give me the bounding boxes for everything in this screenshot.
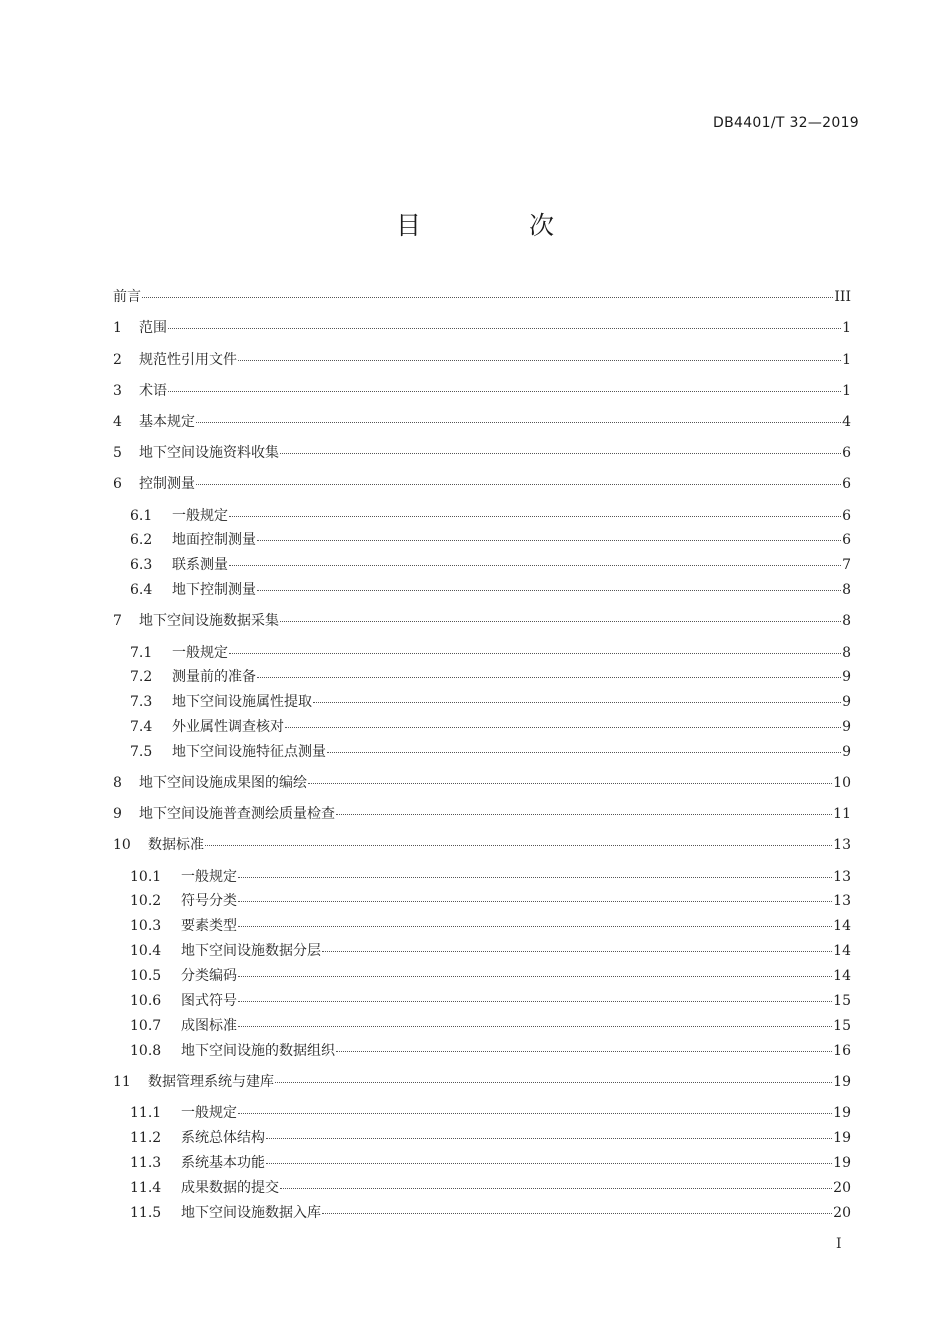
toc-entry-number: 9 [113,806,122,822]
toc-leader [280,452,841,454]
toc-entry-label: 地下空间设施属性提取 [172,694,312,710]
toc-leader [285,726,841,728]
toc-entry-page: 13 [833,893,851,909]
toc-entry-page: 4 [842,414,851,430]
toc-subentry[interactable] [130,1203,851,1223]
toc-subentry[interactable] [130,1103,851,1123]
toc-leader [238,1000,832,1002]
toc-leader [168,327,841,329]
toc-entry-number: 10.4 [130,943,162,959]
toc-subentry[interactable] [130,667,851,687]
toc-subentry[interactable] [130,991,851,1011]
toc-entry-number: 11.3 [130,1155,162,1171]
toc-entry-label: 图式符号 [181,993,237,1009]
toc-entry[interactable] [113,1072,851,1092]
toc-leader [142,296,833,298]
toc-entry-label: 成图标准 [181,1018,237,1034]
toc-entry-label: 控制测量 [139,476,195,492]
toc-leader [266,1137,832,1139]
toc-entry-label: 地下控制测量 [172,582,256,598]
toc-leader [238,975,832,977]
toc-entry-page: 10 [833,775,851,791]
toc-leader [238,925,832,927]
toc-leader [257,589,841,591]
toc-subentry[interactable] [130,1041,851,1061]
toc-entry-number: 7.3 [130,694,153,710]
toc-entry-page: 11 [833,806,851,822]
toc-entry-number: 2 [113,352,122,368]
toc-entry-number: 11 [113,1074,131,1090]
toc-leader [168,390,841,392]
toc-entry-page: 1 [842,320,851,336]
toc-entry-page: 6 [842,508,851,524]
toc-entry-page: 19 [833,1155,851,1171]
toc-entry-page: 14 [833,918,851,934]
toc-subentry[interactable] [130,1178,851,1198]
toc-entry-page: 20 [833,1205,851,1221]
toc-leader [229,515,841,517]
toc-entry-number: 7.1 [130,645,153,661]
toc-entry-label: 术语 [139,383,167,399]
toc-entry-page: 6 [842,532,851,548]
toc-leader [238,359,841,361]
toc-entry-page: 9 [842,719,851,735]
toc-entry-label: 分类编码 [181,968,237,984]
toc-entry-number: 7 [113,613,122,629]
toc-entry-number: 8 [113,775,122,791]
toc-subentry[interactable] [130,1016,851,1036]
toc-entry-label: 数据标准 [148,837,204,853]
toc-entry-label: 规范性引用文件 [139,352,237,368]
toc-entry-number: 5 [113,445,122,461]
toc-entry-label: 一般规定 [172,508,228,524]
toc-entry[interactable] [113,443,851,463]
toc-entry-label: 前言 [113,289,141,305]
toc-entry-label: 系统总体结构 [181,1130,265,1146]
toc-subentry[interactable] [130,643,851,663]
footer-page-number: I [836,1236,842,1252]
document-code: DB4401/T 32—2019 [713,115,859,131]
toc-subentry[interactable] [130,966,851,986]
toc-subentry[interactable] [130,941,851,961]
toc-subentry[interactable] [130,717,851,737]
toc-entry-page: 15 [833,1018,851,1034]
toc-entry-number: 7.5 [130,744,153,760]
toc-subentry[interactable] [130,692,851,712]
toc-leader [229,564,841,566]
toc-entry-label: 成果数据的提交 [181,1180,279,1196]
toc-entry-number: 10 [113,837,131,853]
toc-entry-label: 地面控制测量 [172,532,256,548]
toc-entry-number: 10.6 [130,993,162,1009]
toc-entry-number: 11.5 [130,1205,162,1221]
toc-entry-label: 系统基本功能 [181,1155,265,1171]
toc-subentry[interactable] [130,1153,851,1173]
toc-entry[interactable] [113,381,851,401]
toc-entry[interactable] [113,412,851,432]
toc-entry-page: 13 [833,869,851,885]
toc-entry-page: 14 [833,968,851,984]
toc-subentry[interactable] [130,555,851,575]
toc-entry-label: 数据管理系统与建库 [148,1074,274,1090]
toc-entry-label: 地下空间设施特征点测量 [172,744,326,760]
toc-entry-number: 6.1 [130,508,153,524]
toc-entry-number: 10.8 [130,1043,162,1059]
toc-entry-page: 14 [833,943,851,959]
toc-subentry[interactable] [130,891,851,911]
toc-entry-page: 9 [842,669,851,685]
toc-entry-number: 7.4 [130,719,153,735]
toc-subentry[interactable] [130,506,851,526]
toc-entry-label: 地下空间设施数据采集 [139,613,279,629]
toc-leader [336,813,832,815]
toc-entry-page: 6 [842,476,851,492]
toc-entry-page: 19 [833,1074,851,1090]
toc-entry-page: 8 [842,582,851,598]
toc-entry-label: 要素类型 [181,918,237,934]
toc-entry-number: 3 [113,383,122,399]
toc-leader [336,1050,832,1052]
toc-entry-number: 10.3 [130,918,162,934]
toc-subentry[interactable] [130,742,851,762]
toc-entry-number: 10.5 [130,968,162,984]
toc-leader [327,751,841,753]
toc-entry-label: 一般规定 [181,1105,237,1121]
toc-entry-page: 15 [833,993,851,1009]
toc-entry-label: 测量前的准备 [172,669,256,685]
toc-entry[interactable] [113,318,851,338]
toc-entry-label: 一般规定 [172,645,228,661]
toc-leader [275,1081,832,1083]
toc-entry-number: 10.7 [130,1018,162,1034]
toc-entry-number: 6 [113,476,122,492]
toc-leader [238,1112,832,1114]
toc-entry[interactable] [113,350,851,370]
toc-leader [308,782,832,784]
toc-subentry[interactable] [130,867,851,887]
toc-entry-page: 6 [842,445,851,461]
toc-leader [266,1162,832,1164]
toc-entry-page: 16 [833,1043,851,1059]
toc-entry[interactable] [113,474,851,494]
toc-leader [196,483,841,485]
toc-leader [257,676,841,678]
toc-leader [238,1025,832,1027]
toc-entry-number: 6.3 [130,557,153,573]
toc-entry-page: 1 [842,352,851,368]
toc-subentry[interactable] [130,580,851,600]
toc-entry-label: 地下空间设施成果图的编绘 [139,775,307,791]
toc-entry-page: 19 [833,1105,851,1121]
toc-leader [205,844,832,846]
toc-leader [238,876,832,878]
toc-leader [313,701,841,703]
toc-entry-label: 一般规定 [181,869,237,885]
toc-leader [229,652,841,654]
toc-entry-page: 8 [842,613,851,629]
toc-entry-number: 6.2 [130,532,153,548]
toc-entry[interactable] [113,773,851,793]
toc-leader [280,620,841,622]
toc-entry-page: 13 [833,837,851,853]
toc-entry-label: 范围 [139,320,167,336]
toc-entry-label: 地下空间设施数据分层 [181,943,321,959]
toc-leader [257,539,841,541]
toc-subentry[interactable] [130,530,851,550]
toc-subentry[interactable] [130,1128,851,1148]
toc-entry-page: III [834,289,851,305]
toc-entry-number: 4 [113,414,122,430]
toc-entry-number: 11.2 [130,1130,162,1146]
toc-entry[interactable] [113,804,851,824]
toc-entry-number: 11.4 [130,1180,162,1196]
toc-leader [196,421,841,423]
toc-entry[interactable] [113,835,851,855]
toc-entry-number: 11.1 [130,1105,162,1121]
toc-entry-page: 20 [833,1180,851,1196]
toc-entry-page: 19 [833,1130,851,1146]
toc-entry-label: 基本规定 [139,414,195,430]
toc-entry-page: 8 [842,645,851,661]
toc-entry-label: 地下空间设施资料收集 [139,445,279,461]
toc-entry-foreword[interactable] [113,287,851,307]
toc-leader [280,1187,832,1189]
toc-leader [238,900,832,902]
toc-entry-label: 外业属性调查核对 [172,719,284,735]
toc-leader [322,1212,832,1214]
toc-entry-page: 9 [842,694,851,710]
toc-entry-label: 地下空间设施的数据组织 [181,1043,335,1059]
toc-title: 目 次 [396,211,604,240]
toc-entry-label: 联系测量 [172,557,228,573]
toc-subentry[interactable] [130,916,851,936]
toc-entry-page: 1 [842,383,851,399]
toc-entry-page: 9 [842,744,851,760]
toc-entry-label: 符号分类 [181,893,237,909]
toc-entry-number: 10.1 [130,869,162,885]
toc-leader [322,950,832,952]
toc-entry-number: 7.2 [130,669,153,685]
toc-entry-label: 地下空间设施数据入库 [181,1205,321,1221]
toc-entry-number: 10.2 [130,893,162,909]
toc-entry-label: 地下空间设施普查测绘质量检查 [139,806,335,822]
toc-entry-number: 1 [113,320,122,336]
toc-entry-number: 6.4 [130,582,153,598]
toc-entry-page: 7 [842,557,851,573]
toc-entry[interactable] [113,611,851,631]
